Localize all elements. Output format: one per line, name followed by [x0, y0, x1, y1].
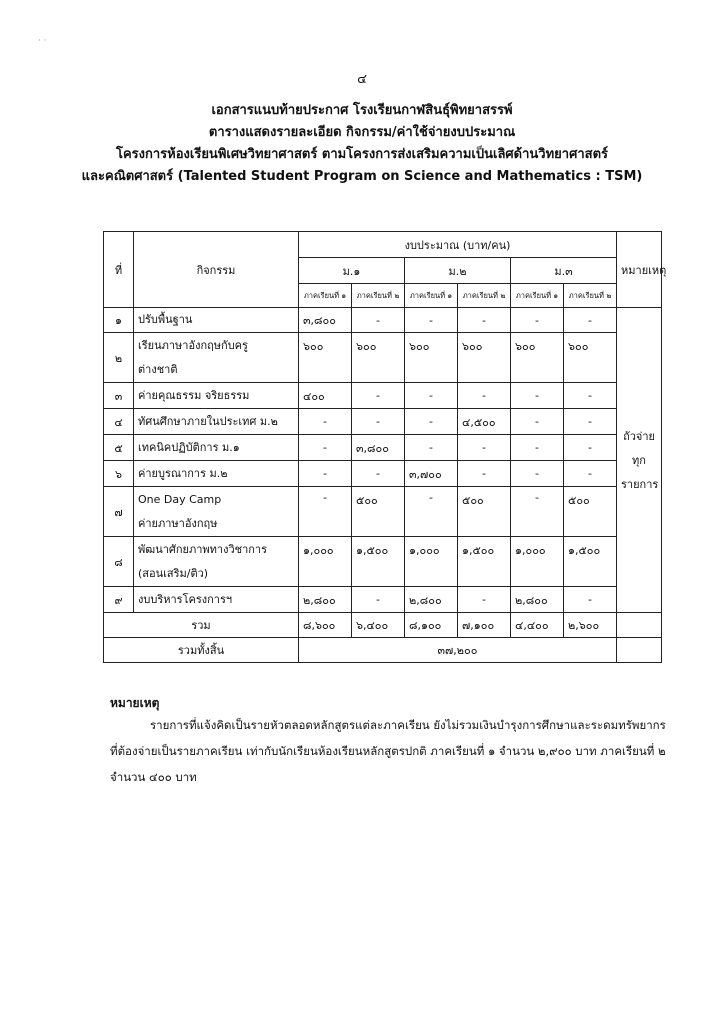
budget-cell: - — [352, 308, 405, 333]
budget-cell: ๓,๗๐๐ — [405, 461, 458, 487]
header-line-2: ตารางแสดงรายละเอียด กิจกรรม/ค่าใช้จ่ายงบประมาณ — [208, 125, 516, 140]
table-row — [104, 383, 662, 409]
table-row — [104, 435, 662, 461]
budget-cell: - — [458, 587, 511, 613]
activity-name: เทคนิคปฏิบัติการ ม.๑ — [134, 435, 299, 461]
budget-cell: ๒,๘๐๐ — [511, 587, 564, 613]
budget-cell: ๖๐๐ — [511, 333, 564, 383]
grand-total-label: รวมทั้งสิ้น — [104, 638, 299, 663]
total-cell: ๒,๖๐๐ — [564, 613, 617, 638]
table-row — [104, 487, 662, 537]
budget-cell: - — [352, 383, 405, 409]
activity-line-1: พัฒนาศักยภาพทางวิชาการ — [138, 542, 268, 556]
budget-cell: - — [458, 308, 511, 333]
budget-cell: - — [564, 587, 617, 613]
activity-line-2: ต่างชาติ — [138, 362, 178, 376]
budget-cell: - — [352, 587, 405, 613]
budget-cell: - — [405, 487, 458, 537]
budget-cell: - — [458, 461, 511, 487]
document-header — [60, 100, 664, 188]
table-row — [104, 537, 662, 587]
col-header-term-1: ภาคเรียนที่ ๑ — [511, 284, 564, 308]
budget-cell: ๑,๐๐๐ — [405, 537, 458, 587]
remark-line-2: ทุก — [632, 454, 646, 467]
total-row — [104, 613, 662, 638]
activity-line-1: เรียนภาษาอังกฤษกับครู — [138, 338, 248, 352]
budget-cell: ๑,๕๐๐ — [564, 537, 617, 587]
budget-cell: ๓,๘๐๐ — [299, 308, 352, 333]
empty-cell — [617, 638, 662, 663]
total-cell: ๖,๔๐๐ — [352, 613, 405, 638]
budget-cell: ๑,๐๐๐ — [511, 537, 564, 587]
budget-cell: - — [299, 461, 352, 487]
page-number: ๔ — [357, 72, 367, 87]
row-number: ๑ — [104, 308, 134, 333]
scan-speck: · · — [38, 36, 47, 46]
remark-cell — [617, 308, 662, 613]
budget-cell: ๒,๘๐๐ — [405, 587, 458, 613]
remark-line-1: ถัวจ่าย — [623, 430, 655, 443]
header-row-1 — [104, 232, 662, 258]
row-number: ๘ — [104, 537, 134, 587]
budget-cell: - — [511, 435, 564, 461]
activity-name — [134, 487, 299, 537]
budget-cell: ๒,๘๐๐ — [299, 587, 352, 613]
row-number: ๖ — [104, 461, 134, 487]
budget-cell: - — [511, 308, 564, 333]
budget-table — [103, 231, 667, 663]
empty-cell — [617, 613, 662, 638]
budget-cell: - — [299, 487, 352, 537]
budget-cell: - — [299, 409, 352, 435]
budget-cell: ๑,๕๐๐ — [352, 537, 405, 587]
row-number: ๗ — [104, 487, 134, 537]
notes-heading: หมายเหตุ — [110, 696, 160, 710]
table-row — [104, 587, 662, 613]
budget-cell: - — [564, 383, 617, 409]
budget-cell: ๑,๕๐๐ — [458, 537, 511, 587]
header-line-1: เอกสารแนบท้ายประกาศ โรงเรียนกาฬสินธุ์พิทยาสรรพ์ — [211, 103, 513, 118]
col-header-activity: กิจกรรม — [134, 232, 299, 308]
notes-text: รายการที่แจ้งคิดเป็นรายหัวตลอดหลักสูตรแต่ละภาคเรียน ยังไม่รวมเงินบำรุงการศึกษาและระดมทรัพยากรที่ต้องจ่ายเป็นรายภาคเรียน เท่ากับนักเรียนห้องเรียนหลักสูตรปกติ ภาคเรียนที่ ๑ จำนวน ๒,๙๐๐ บาท ภาคเรียนที่ ๒ จำนวน ๔๐๐ บาท — [110, 718, 666, 784]
budget-cell: ๖๐๐ — [299, 333, 352, 383]
budget-cell: - — [564, 409, 617, 435]
col-header-budget: งบประมาณ (บาท/คน) — [299, 232, 617, 258]
col-header-grade-2: ม.๒ — [405, 258, 511, 284]
table-row — [104, 308, 662, 333]
col-header-remark: หมายเหตุ — [617, 232, 662, 308]
grand-total-row — [104, 638, 662, 663]
activity-name: ค่ายบูรณาการ ม.๒ — [134, 461, 299, 487]
total-cell: ๘,๑๐๐ — [405, 613, 458, 638]
budget-cell: ๕๐๐ — [564, 487, 617, 537]
budget-cell: ๔,๕๐๐ — [458, 409, 511, 435]
activity-line-2: ค่ายภาษาอังกฤษ — [138, 516, 218, 530]
col-header-term-2: ภาคเรียนที่ ๒ — [458, 284, 511, 308]
budget-cell: - — [564, 308, 617, 333]
budget-cell: - — [511, 487, 564, 537]
col-header-term-2: ภาคเรียนที่ ๒ — [564, 284, 617, 308]
budget-cell: - — [299, 435, 352, 461]
notes-body — [110, 712, 670, 790]
budget-cell: ๔๐๐ — [299, 383, 352, 409]
activity-name — [134, 333, 299, 383]
remark-line-3: รายการ — [621, 478, 659, 491]
budget-cell: - — [352, 461, 405, 487]
col-header-term-1: ภาคเรียนที่ ๑ — [299, 284, 352, 308]
budget-cell: ๖๐๐ — [564, 333, 617, 383]
budget-cell: ๖๐๐ — [352, 333, 405, 383]
budget-cell: ๑,๐๐๐ — [299, 537, 352, 587]
total-cell: ๘,๖๐๐ — [299, 613, 352, 638]
row-number: ๒ — [104, 333, 134, 383]
budget-cell: - — [511, 383, 564, 409]
budget-cell: ๕๐๐ — [458, 487, 511, 537]
budget-cell: - — [564, 435, 617, 461]
budget-cell: - — [405, 308, 458, 333]
budget-cell: ๕๐๐ — [352, 487, 405, 537]
row-number: ๕ — [104, 435, 134, 461]
row-number: ๓ — [104, 383, 134, 409]
header-line-3: โครงการห้องเรียนพิเศษวิทยาศาสตร์ ตามโครงการส่งเสริมความเป็นเลิศด้านวิทยาศาสตร์ — [116, 147, 608, 162]
activity-line-2: (สอนเสริม/ติว) — [138, 566, 209, 580]
budget-cell: - — [405, 409, 458, 435]
activity-name — [134, 537, 299, 587]
budget-cell: - — [405, 435, 458, 461]
budget-cell: - — [405, 383, 458, 409]
col-header-no: ที่ — [104, 232, 134, 308]
table-row — [104, 333, 662, 383]
col-header-grade-3: ม.๓ — [511, 258, 617, 284]
row-number: ๔ — [104, 409, 134, 435]
table-row — [104, 461, 662, 487]
activity-name: ปรับพื้นฐาน — [134, 308, 299, 333]
budget-cell: - — [511, 461, 564, 487]
budget-cell: - — [352, 409, 405, 435]
total-label: รวม — [104, 613, 299, 638]
total-cell: ๔,๔๐๐ — [511, 613, 564, 638]
budget-cell: - — [458, 435, 511, 461]
header-line-4: และคณิตศาสตร์ (Talented Student Program on Science and Mathematics : TSM) — [81, 169, 643, 184]
budget-cell: ๖๐๐ — [405, 333, 458, 383]
row-number: ๙ — [104, 587, 134, 613]
col-header-grade-1: ม.๑ — [299, 258, 405, 284]
activity-name: ทัศนศึกษาภายในประเทศ ม.๒ — [134, 409, 299, 435]
budget-cell: - — [511, 409, 564, 435]
activity-name: ค่ายคุณธรรม จริยธรรม — [134, 383, 299, 409]
table-row — [104, 409, 662, 435]
activity-line-1: One Day Camp — [138, 492, 222, 506]
col-header-term-2: ภาคเรียนที่ ๒ — [352, 284, 405, 308]
budget-cell: - — [564, 461, 617, 487]
col-header-term-1: ภาคเรียนที่ ๑ — [405, 284, 458, 308]
budget-cell: ๖๐๐ — [458, 333, 511, 383]
budget-cell: ๓,๘๐๐ — [352, 435, 405, 461]
grand-total-value: ๓๗,๒๐๐ — [299, 638, 617, 663]
total-cell: ๗,๑๐๐ — [458, 613, 511, 638]
activity-name: งบบริหารโครงการฯ — [134, 587, 299, 613]
budget-cell: - — [458, 383, 511, 409]
